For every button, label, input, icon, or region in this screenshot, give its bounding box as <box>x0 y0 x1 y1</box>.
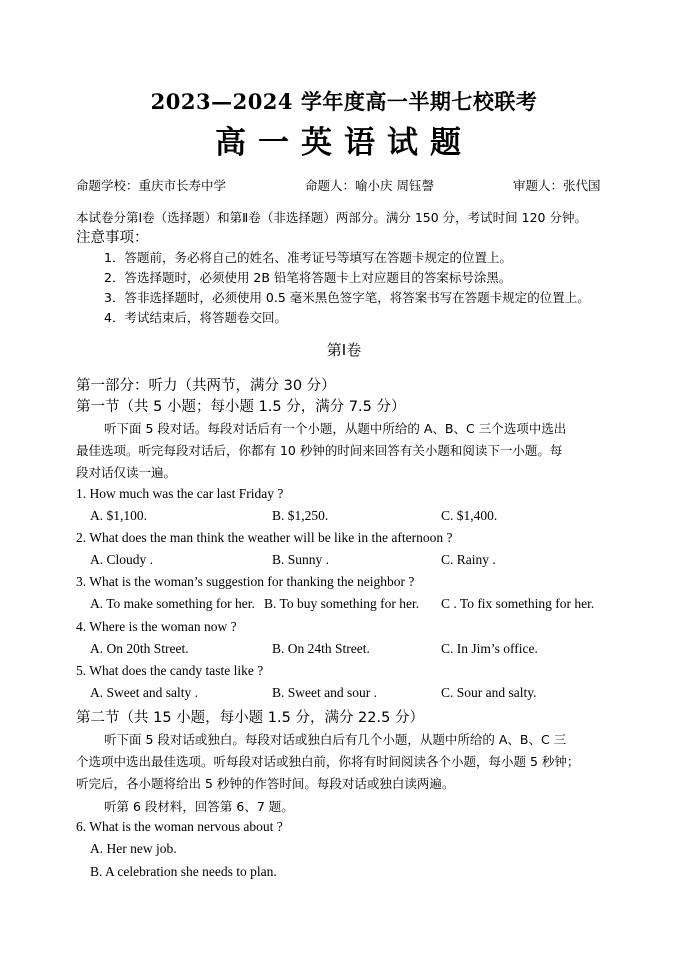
section2-heading: 第二节（共 15 小题，每小题 1.5 分，满分 22.5 分） <box>76 710 424 726</box>
question-stem: 3. What is the woman’s suggestion for thanking the neighbor ? <box>76 574 415 589</box>
note-item: 3．答非选择题时，必须使用 0.5 毫米黑色签字笔，将答案书写在答题卡规定的位置上。 <box>104 290 590 305</box>
option-c: C. Rainy . <box>441 552 496 567</box>
section2-instruction-line: 听完后，各小题将给出 5 秒钟的作答时间。每段对话或独白读两遍。 <box>76 776 455 791</box>
option-b: B. $1,250. <box>272 508 329 523</box>
section1-heading: 第一节（共 5 小题；每小题 1.5 分，满分 7.5 分） <box>76 399 406 415</box>
question-stem: 4. Where is the woman now ? <box>76 619 237 634</box>
option-c: C. $1,400. <box>441 508 498 523</box>
option-a: A. Cloudy . <box>90 552 154 567</box>
option-a: A. $1,100. <box>90 508 147 523</box>
material-note: 听第 6 段材料，回答第 6、7 题。 <box>104 799 294 814</box>
note-item: 2．答选择题时，必须使用 2B 铅笔将答题卡上对应题目的答案标号涂黑。 <box>104 270 512 285</box>
subject-title: 高一英语试题 <box>215 125 473 161</box>
option-c: C. Sour and salty. <box>441 685 537 700</box>
option-b: B. A celebration she needs to plan. <box>90 864 277 879</box>
authors-label: 命题人：喻小庆 周钰謦 <box>305 178 434 193</box>
question-stem: 5. What does the candy taste like ? <box>76 663 264 678</box>
option-c: C . To fix something for her. <box>441 596 595 611</box>
section1-instruction-line: 最佳选项。听完每段对话后，你都有 10 秒钟的时间来回答有关小题和阅读下一小题。每 <box>76 443 563 458</box>
notes-heading: 注意事项： <box>76 230 149 246</box>
part1-heading: 第一部分：听力（共两节，满分 30 分） <box>76 378 336 394</box>
school-label: 命题学校：重庆市长寿中学 <box>76 178 227 193</box>
option-b: B. Sunny . <box>272 552 330 567</box>
section2-instruction-line: 听下面 5 段对话或独白。每段对话或独白后有几个小题，从题中所给的 A、B、C 三 <box>104 732 567 747</box>
reviewer-label: 审题人：张代国 <box>513 178 601 193</box>
option-b: B. To buy something for her. <box>264 596 420 611</box>
question-stem: 2. What does the man think the weather will be like in the afternoon ? <box>76 530 453 545</box>
note-item: 1．答题前，务必将自己的姓名、准考证号等填写在答题卡规定的位置上。 <box>104 250 512 265</box>
volume-label: 第Ⅰ卷 <box>326 341 362 359</box>
option-b: B. Sweet and sour . <box>272 685 377 700</box>
intro-text: 本试卷分第Ⅰ卷（选择题）和第Ⅱ卷（非选择题）两部分。满分 150 分，考试时间 120 分钟。 <box>76 210 587 225</box>
option-a: A. To make something for her. <box>90 596 255 611</box>
section2-instruction-line: 个选项中选出最佳选项。听每段对话或独白前，你将有时间阅读各个小题，每小题 5 秒钟； <box>76 754 580 769</box>
option-c: C. In Jim’s office. <box>441 641 538 656</box>
question-stem: 6. What is the woman nervous about ? <box>76 819 283 834</box>
question-stem: 1. How much was the car last Friday ? <box>76 486 284 501</box>
option-a: A. Sweet and salty . <box>90 685 198 700</box>
section1-instruction-line: 段对话仅读一遍。 <box>76 465 177 480</box>
note-item: 4．考试结束后，将答题卷交回。 <box>104 310 287 325</box>
option-a: A. Her new job. <box>90 841 177 856</box>
exam-title: 2023—2024 学年度高一半期七校联考 <box>150 89 538 114</box>
option-b: B. On 24th Street. <box>272 641 370 656</box>
section1-instruction-line: 听下面 5 段对话。每段对话后有一个小题，从题中所给的 A、B、C 三个选项中选出 <box>104 421 567 436</box>
option-a: A. On 20th Street. <box>90 641 189 656</box>
